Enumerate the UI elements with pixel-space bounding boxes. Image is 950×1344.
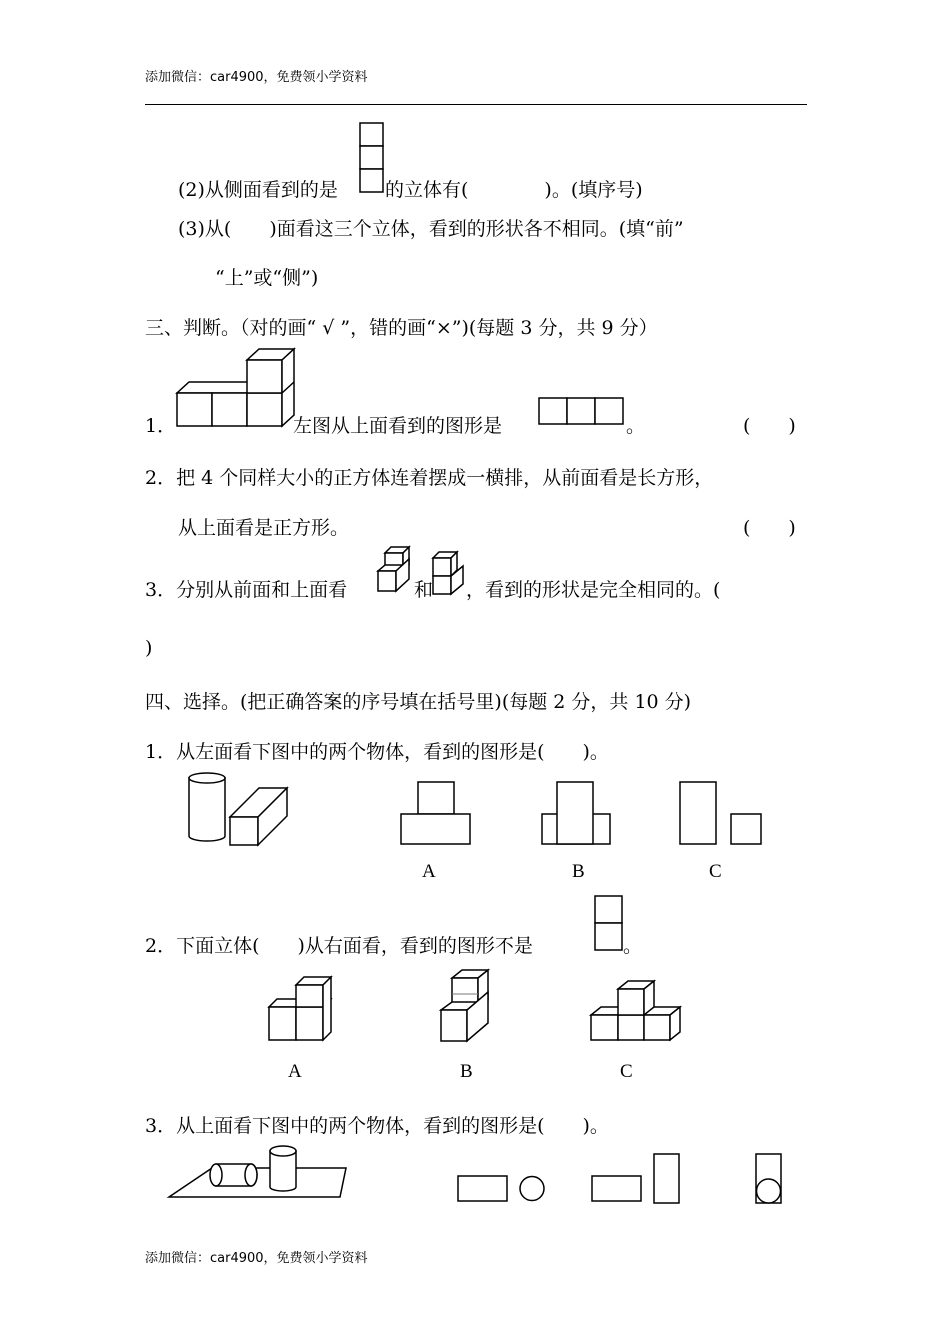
s4-q1-option-c[interactable]: C — [709, 861, 722, 882]
s4-q2-option-a[interactable]: A — [288, 1061, 302, 1082]
s3-q3-close: ) — [145, 637, 153, 659]
q2-suffix: 的立体有( )。(填序号) — [385, 179, 643, 201]
s3-q2-line2: 从上面看是正方形。 — [178, 517, 350, 539]
s3-q3-prefix: 3．分别从前面和上面看 — [145, 579, 348, 601]
section4-title: 四、选择。(把正确答案的序号填在括号里)(每题 2 分，共 10 分) — [145, 691, 692, 713]
q3-option-a-figure — [456, 1173, 548, 1205]
cube-figure-right — [432, 550, 466, 596]
cube-stack-figure — [176, 347, 296, 429]
q2-option-b-figure — [440, 968, 492, 1044]
s3-q1-text: 左图从上面看到的图形是 — [293, 415, 503, 437]
header-watermark: 添加微信：car4900，免费领小学资料 — [145, 70, 368, 85]
q2-option-a-figure — [268, 975, 334, 1043]
cylinder-and-cuboid-figure — [186, 770, 290, 848]
s4-q2-option-c[interactable]: C — [620, 1061, 633, 1082]
objects-on-plane-figure — [168, 1142, 348, 1200]
two-squares-stacked — [594, 895, 624, 951]
s3-q1-end: 。 — [626, 415, 646, 437]
footer-watermark: 添加微信：car4900，免费领小学资料 — [145, 1251, 368, 1266]
s4-q2-option-b[interactable]: B — [460, 1061, 473, 1082]
cube-figure-left — [377, 545, 411, 595]
s3-q3-mid: 和 — [414, 579, 434, 601]
option-c-figure — [679, 781, 763, 847]
option-a-figure — [400, 781, 472, 847]
option-b-figure — [541, 781, 613, 847]
q2-option-c-figure — [590, 975, 684, 1043]
header-rule — [145, 104, 807, 105]
s3-q1-answer-blank[interactable]: ( ) — [743, 415, 796, 437]
q3-line2: “上”或“侧”) — [215, 267, 319, 289]
side-view-figure — [359, 122, 385, 194]
s3-q2-answer-blank[interactable]: ( ) — [743, 517, 796, 539]
section3-title: 三、判断。（对的画“ √ ”，错的画“×”)(每题 3 分，共 9 分） — [145, 317, 658, 339]
s4-q1-option-a[interactable]: A — [422, 861, 436, 882]
s3-q3-suffix: ，看到的形状是完全相同的。( — [466, 579, 721, 601]
q3-option-b-figure — [590, 1152, 682, 1206]
s4-q1-text: 1．从左面看下图中的两个物体，看到的图形是( )。 — [145, 741, 609, 763]
q2-prefix: (2)从侧面看到的是 — [178, 179, 338, 201]
s3-q2-line1: 2．把 4 个同样大小的正方体连着摆成一横排，从前面看是长方形， — [145, 467, 714, 489]
s4-q1-option-b[interactable]: B — [572, 861, 585, 882]
q3-line1: (3)从( )面看这三个立体，看到的形状各不相同。(填“前” — [178, 218, 684, 240]
top-view-three-squares — [538, 397, 626, 425]
q3-option-c-figure — [754, 1152, 784, 1206]
s4-q2-prefix: 2．下面立体( )从右面看，看到的图形不是 — [145, 935, 533, 957]
s4-q3-text: 3．从上面看下图中的两个物体，看到的图形是( )。 — [145, 1115, 609, 1137]
s4-q2-end: 。 — [623, 935, 643, 957]
s3-q1-number: 1． — [145, 415, 177, 437]
